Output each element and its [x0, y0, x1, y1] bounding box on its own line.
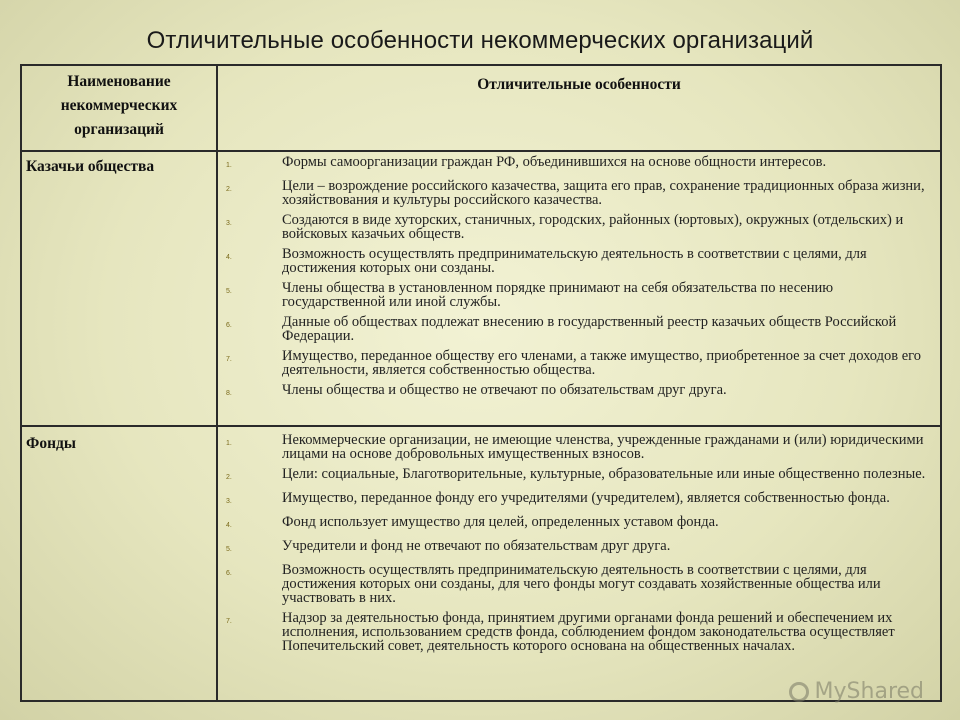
item-text: Создаются в виде хуторских, станичных, городских, районных (юртовых), окружных (отдельских) и войсковых казачьих обществ. [282, 212, 904, 242]
header-name-column: Наименование некоммерческих организаций [21, 65, 217, 151]
item-text: Возможность осуществлять предпринимательскую деятельность в соответствии с целями, для достижения которых они созданы. [282, 246, 867, 276]
item-text: Члены общества и общество не отвечают по обязательствам друг друга. [282, 382, 727, 398]
features-cell [217, 151, 941, 426]
list-item [226, 315, 936, 343]
item-number: 1. [226, 440, 232, 447]
item-number: 2. [226, 474, 232, 481]
item-number: 8. [226, 390, 232, 397]
list-item [226, 349, 936, 377]
item-number: 4. [226, 254, 232, 261]
header-features-column: Отличительные особенности [217, 65, 941, 151]
features-table [20, 64, 942, 702]
features-list [218, 427, 940, 653]
list-item [226, 515, 936, 533]
table-row-funds [21, 426, 941, 701]
org-name-cell: Фонды [21, 426, 217, 701]
item-text: Имущество, переданное фонду его учредителями (учредителем), является собственностью фонда. [282, 490, 890, 506]
list-item [226, 563, 936, 605]
item-number: 2. [226, 186, 232, 193]
table-header-row [21, 65, 941, 151]
item-number: 1. [226, 162, 232, 169]
list-item [226, 213, 936, 241]
item-text: Формы самоорганизации граждан РФ, объединившихся на основе общности интересов. [282, 154, 827, 170]
list-item [226, 433, 936, 461]
item-number: 5. [226, 288, 232, 295]
list-item [226, 179, 936, 207]
list-item [226, 611, 936, 653]
list-item [226, 155, 936, 173]
item-number: 3. [226, 498, 232, 505]
item-text: Возможность осуществлять предпринимательскую деятельность в соответствии с целями, для достижения которых они созданы, для чего фонды могут создавать хозяйственные общества или участвовать в них. [282, 562, 881, 606]
item-text: Некоммерческие организации, не имеющие членства, учрежденные гражданами и (или) юридическими лицами на основе добровольных имущественных взносов. [282, 432, 924, 462]
item-text: Данные об обществах подлежат внесению в государственный реестр казачьих обществ Российской Федерации. [282, 314, 897, 344]
item-text: Цели – возрождение российского казачества, защита его прав, сохранение традиционных образа жизни, хозяйствования и культуры российского казачества. [282, 178, 925, 208]
features-list [218, 152, 940, 401]
org-name-cell: Казачьи общества [21, 151, 217, 426]
list-item [226, 383, 936, 401]
list-item [226, 467, 936, 485]
item-text: Учредители и фонд не отвечают по обязательствам друг друга. [282, 538, 671, 554]
item-text: Цели: социальные, Благотворительные, культурные, образовательные или иные общественно полезные. [282, 466, 926, 482]
watermark-text: MyShared [814, 679, 924, 704]
item-text: Члены общества в установленном порядке принимают на себя обязательства по несению государственной или иной службы. [282, 280, 834, 310]
item-text: Имущество, переданное обществу его членами, а также имущество, приобретенное за счет доходов его деятельности, является собственностью общества. [282, 348, 921, 378]
list-item [226, 539, 936, 557]
item-number: 4. [226, 522, 232, 529]
item-number: 7. [226, 356, 232, 363]
list-item [226, 281, 936, 309]
item-text: Надзор за деятельностью фонда, принятием другими органами фонда решений и обеспечением их исполнения, использованием средств фонда, соблюдением фондом законодательства осуществляет Попечительский совет, деятельность которого основана на общественных началах. [282, 610, 895, 654]
item-number: 6. [226, 570, 232, 577]
list-item [226, 491, 936, 509]
item-number: 6. [226, 322, 232, 329]
page-title: Отличительные особенности некоммерческих организаций [146, 27, 814, 54]
item-number: 7. [226, 618, 232, 625]
item-text: Фонд использует имущество для целей, определенных уставом фонда. [282, 514, 719, 530]
table-row-cossack-societies [21, 151, 941, 426]
item-number: 5. [226, 546, 232, 553]
features-cell [217, 426, 941, 701]
item-number: 3. [226, 220, 232, 227]
list-item [226, 247, 936, 275]
